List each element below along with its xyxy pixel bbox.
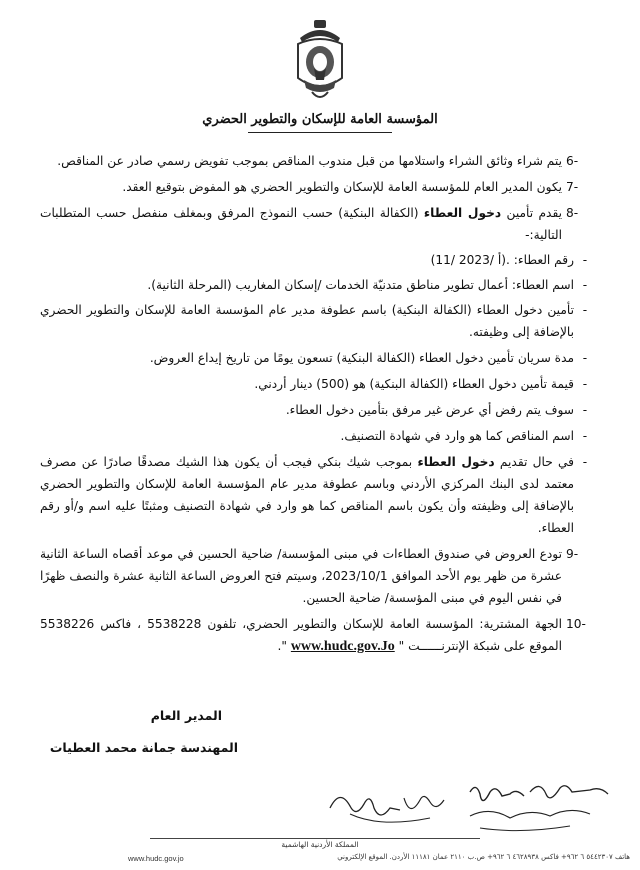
header-divider [248, 132, 392, 133]
clause-6 [40, 150, 600, 172]
requirement-text-part: في حال تقديم [494, 455, 574, 469]
clause-number: 9- [566, 547, 579, 561]
clause-text-part: يقدم تأمين [501, 206, 562, 220]
requirement-bank-cheque [40, 451, 600, 539]
clause-text: يكون المدير العام للمؤسسة العامة للإسكان والتطوير الحضري هو المفوض بتوقيع العقد. [122, 180, 562, 194]
list-dash: - [582, 253, 588, 267]
clause-number: 7- [566, 180, 579, 194]
clause-number: 8- [566, 206, 579, 220]
document-body [40, 150, 600, 658]
clause-text: تودع العروض في صندوق العطاءات في مبنى المؤسسة/ ضاحية الحسين في موعد أقصاه الساعة الثانية عشرة من ظهر يوم الأحد الموافق 2023/10/1، وسيتم فتح العروض الساعة الثانية عشرة والنصف ظهرًا في نفس اليوم في مبنى المؤسسة/ ضاحية الحسين. [40, 547, 562, 605]
handwritten-signatures-icon [320, 778, 620, 840]
clause-8 [40, 202, 600, 246]
clause-10 [40, 613, 600, 658]
requirement-text-part: بموجب شيك بنكي فيجب أن يكون هذا الشيك مصدقًا صادرًا عن مصرف معتمد لدى البنك المركزي الأردني وباسم عطوفة مدير عام المؤسسة العامة للإسكان والتطوير الحضري بالإضافة إلى وظيفته وأن يكون باسم المناقص كما هو وارد في شهادة التصنيف ومثبتًا عليه اسم و/أو رقم العطاء. [40, 455, 574, 535]
requirement-text: قيمة تأمين دخول العطاء (الكفالة البنكية) هو (500) دينار أردني. [254, 377, 574, 391]
requirement-text: اسم المناقص كما هو وارد في شهادة التصنيف. [340, 429, 574, 443]
requirement-text [40, 249, 576, 271]
requirement-text: اسم العطاء: أعمال تطوير مناطق متدنيّة الخدمات /إسكان المغاريب (المرحلة الثانية). [147, 278, 574, 292]
footer-website[interactable]: www.hudc.gov.jo [128, 854, 184, 863]
footer-contact: هاتف ٥٤٤٢٣٠٧ ٦ ٩٦٢+ فاكس ٤٦٢٨٩٣٨ ٦ ٩٦٢+ ص.ب ٢١١٠ عمان ١١١٨١ الأردن. الموقع الإلكتروني [337, 853, 630, 861]
clause-text-part: (الكفالة البنكية) حسب النموذج المرفق وبمغلف منفصل حسب المتطلبات التالية:- [40, 206, 562, 242]
requirement-bidder-name [40, 425, 600, 447]
list-dash: - [582, 455, 588, 469]
clause-text-part: الجهة المشترية: المؤسسة العامة للإسكان والتطوير الحضري، تلفون 5538228 ، فاكس 5538226 الموقع على شبكة الإنترنــــــت " [40, 617, 562, 653]
requirement-validity [40, 347, 600, 369]
requirement-text: تأمين دخول العطاء (الكفالة البنكية) باسم عطوفة مدير عام المؤسسة العامة للإسكان والتطوير الحضري بالإضافة إلى وظيفته. [40, 303, 574, 339]
requirement-rejection [40, 399, 600, 421]
requirement-text [40, 451, 576, 539]
list-dash: - [582, 303, 588, 317]
signatory-title: المدير العام [150, 708, 222, 723]
clause-text: يتم شراء وثائق الشراء واستلامها من قبل مندوب المناقص بموجب تفويض رسمي صادر عن المناقص. [57, 154, 562, 168]
list-dash: - [582, 429, 588, 443]
list-dash: - [582, 377, 588, 391]
requirement-guarantee-name [40, 299, 600, 343]
clause-text [40, 202, 562, 246]
list-dash: - [582, 351, 588, 365]
requirement-tender-name [40, 274, 600, 296]
clause-number: 10- [566, 617, 586, 631]
clause-text [40, 613, 562, 658]
requirement-text: مدة سريان تأمين دخول العطاء (الكفالة البنكية) تسعون يومًا من تاريخ إيداع العروض. [149, 351, 574, 365]
clause-text-bold: دخول العطاء [423, 206, 502, 220]
requirement-guarantee-value [40, 373, 600, 395]
list-dash: - [582, 278, 588, 292]
requirement-text-part: رقم العطاء: [509, 253, 574, 267]
requirement-text: سوف يتم رفض أي عرض غير مرفق بتأمين دخول العطاء. [285, 403, 574, 417]
organization-title: المؤسسة العامة للإسكان والتطوير الحضري [202, 112, 438, 127]
website-link[interactable]: www.hudc.gov.Jo [290, 639, 395, 654]
requirement-text-bold: دخول العطاء [417, 455, 495, 469]
signatory-name: المهندسة جمانة محمد العطيات [49, 740, 238, 755]
clause-text-part: ". [277, 639, 287, 653]
tender-number-value: (11/ أ /2023). [430, 253, 510, 267]
clause-9 [40, 543, 600, 609]
clause-7 [40, 176, 600, 198]
footer-kingdom: المملكة الأردنية الهاشمية [281, 840, 359, 849]
requirement-tender-number [40, 249, 600, 271]
list-dash: - [582, 403, 588, 417]
footer-divider [150, 838, 480, 839]
clause-number: 6- [566, 154, 579, 168]
jordan-royal-emblem-icon [292, 18, 348, 104]
